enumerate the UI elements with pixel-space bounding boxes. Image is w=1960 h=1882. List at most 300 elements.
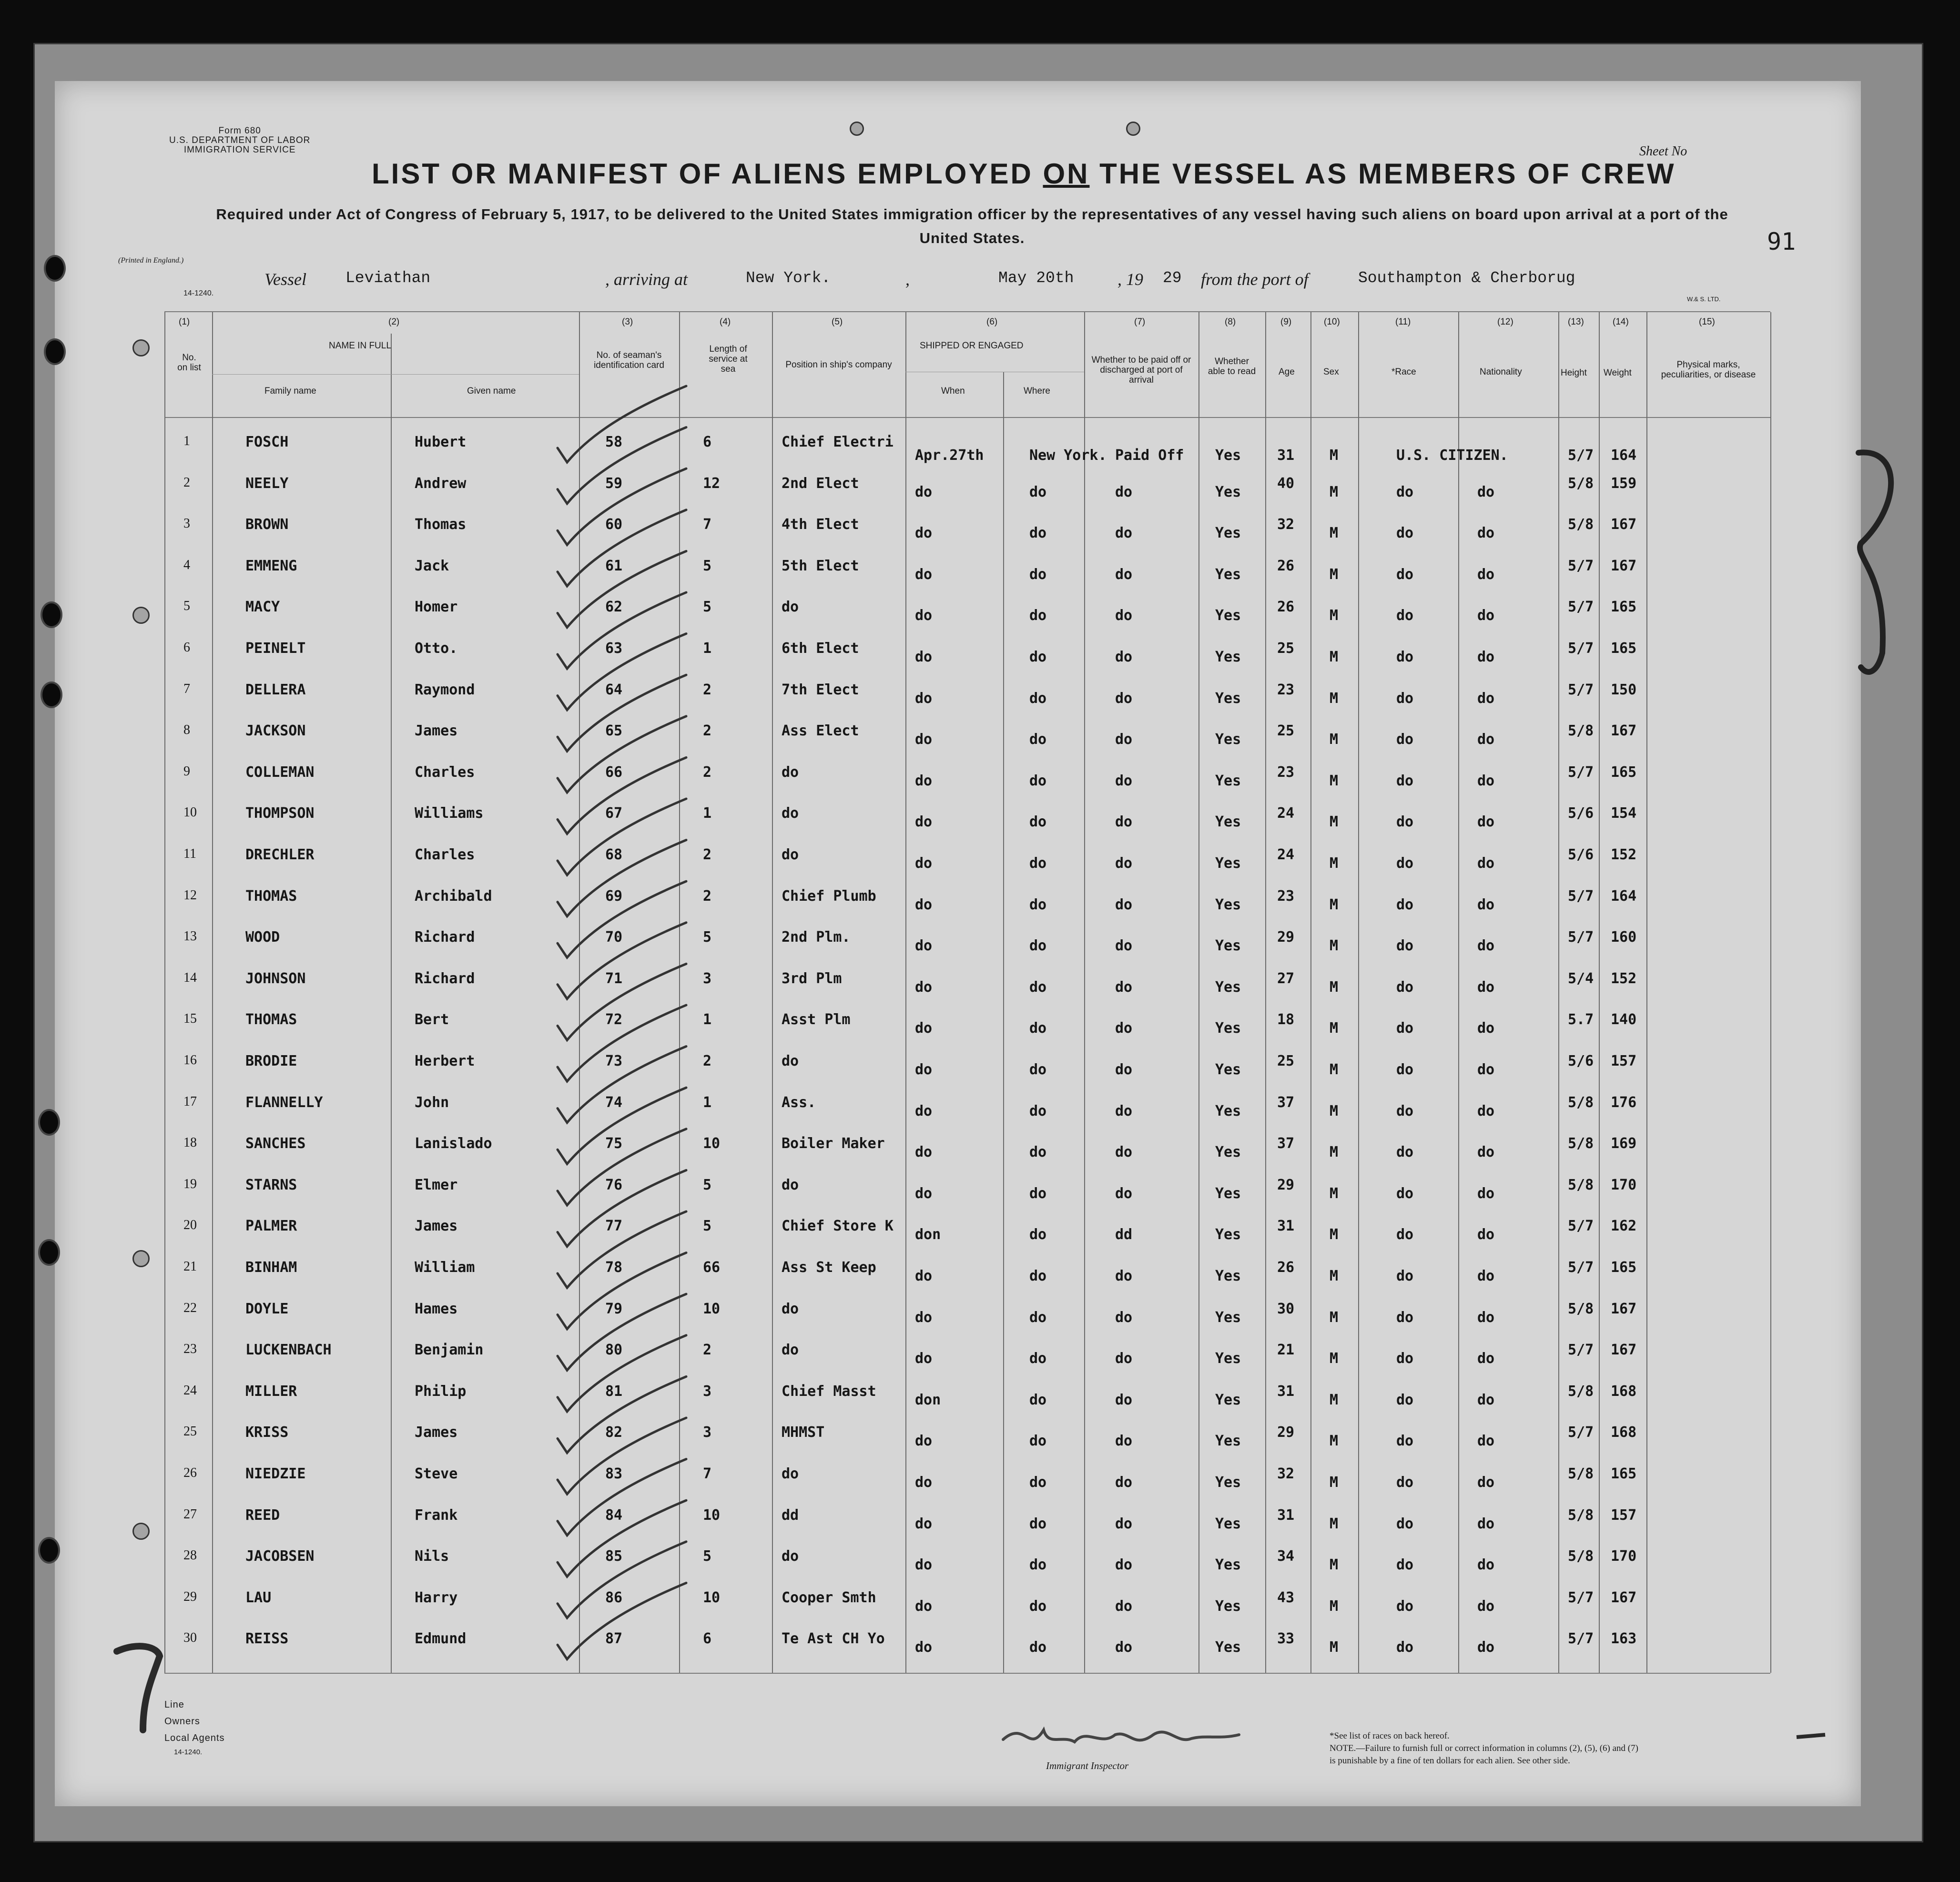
cell-family: THOMAS [245,887,297,905]
footer-agents-label: Local Agents [164,1733,225,1743]
col-num: (4) [720,317,731,327]
cell-sex: M [1330,649,1339,665]
punch-hole [850,122,864,136]
cell-family: FLANNELLY [245,1094,323,1111]
cell-given: Lanislado [415,1135,492,1152]
cell-when: do [915,525,933,542]
cell-sex: M [1330,1391,1339,1408]
cell-position: Te Ast CH Yo [782,1630,885,1648]
cell-no: 23 [183,1342,197,1357]
cell-when: do [915,566,933,583]
cell-sex: M [1330,525,1339,542]
cell-position: MHMST [782,1424,825,1441]
cell-position: Cooper Smth [782,1589,876,1606]
cell-nationality: do [1477,896,1495,913]
cell-weight: 167 [1611,722,1637,740]
cell-weight: 165 [1611,599,1637,616]
cell-position: do [782,599,799,616]
cell-paid: do [1115,525,1133,542]
cell-height: 5/7 [1568,1342,1594,1359]
cell-nationality: do [1477,1350,1495,1367]
cell-paid: do [1115,690,1133,707]
cell-family: REED [245,1506,280,1524]
cell-sex: M [1330,1350,1339,1367]
cell-height: 5/6 [1568,1053,1594,1069]
cell-length: 5 [703,1548,712,1565]
cell-age: 37 [1277,1135,1295,1152]
cell-sex: M [1330,1433,1339,1450]
cell-given: Thomas [415,516,467,533]
punch-hole [132,1250,150,1267]
cell-length: 10 [703,1589,721,1606]
col-num: (8) [1225,317,1236,327]
cell-race: do [1396,1268,1414,1284]
cell-length: 10 [703,1506,721,1524]
cell-age: 18 [1277,1011,1295,1028]
col-num: (14) [1613,317,1629,327]
cell-length: 1 [703,805,712,822]
cell-when: don [915,1391,941,1408]
cell-height: 5/8 [1568,1135,1594,1152]
cell-race: do [1396,1639,1414,1656]
grid-line [1646,312,1647,1673]
cell-paid: do [1115,1556,1133,1574]
cell-age: 34 [1277,1548,1295,1565]
cell-card: 83 [605,1465,623,1482]
cell-card: 61 [605,557,623,574]
cell-given: Benjamin [415,1342,484,1359]
col-num: (6) [986,317,998,327]
cell-card: 67 [605,805,623,822]
cell-given: Jack [415,557,449,574]
cell-nationality: do [1477,1556,1495,1574]
cell-family: LAU [245,1589,272,1606]
binding-hole [44,338,66,365]
cell-age: 24 [1277,846,1295,863]
printed-in-note: (Printed in England.) [118,256,184,264]
cell-age: 33 [1277,1630,1295,1648]
cell-where: do [1029,566,1047,583]
cell-paid: do [1115,814,1133,831]
cell-weight: 167 [1611,1300,1637,1317]
cell-sex: M [1330,1515,1339,1532]
cell-card: 58 [605,434,623,450]
cell-sex: M [1330,1102,1339,1119]
cell-card: 71 [605,970,623,987]
cell-when: do [915,607,933,624]
header-name-in-full: NAME IN FULL [329,341,391,351]
cell-position: 2nd Elect [782,475,859,492]
cell-card: 82 [605,1424,623,1441]
cell-sex: M [1330,1020,1339,1037]
header-height: Height [1561,368,1587,378]
cell-weight: 140 [1611,1011,1637,1028]
cell-nationality: do [1477,855,1495,872]
cell-paid: do [1115,1474,1133,1491]
binding-hole [38,1109,60,1136]
cell-race: do [1396,978,1414,996]
arriving-port: New York. [746,269,831,287]
cell-read: Yes [1215,1020,1241,1037]
cell-read: Yes [1215,1556,1241,1574]
cell-height: 5.7 [1568,1011,1594,1028]
cell-where: do [1029,978,1047,996]
cell-age: 31 [1277,1506,1295,1524]
cell-length: 1 [703,640,712,657]
cell-where: do [1029,1639,1047,1656]
note-failure: NOTE.—Failure to furnish full or correct information in columns (2), (5), (6) and (7) [1330,1743,1638,1753]
grid-line [212,312,213,1673]
cell-where: do [1029,1144,1047,1161]
cell-height: 5/7 [1568,557,1594,574]
cell-nationality: do [1477,1515,1495,1532]
cell-card: 62 [605,599,623,616]
cell-given: Richard [415,929,475,946]
cell-given: Archibald [415,887,492,905]
cell-paid: do [1115,1433,1133,1450]
cell-given: Herbert [415,1053,475,1069]
cell-nationality: do [1477,1309,1495,1326]
cell-given: Harry [415,1589,458,1606]
form-info [169,126,310,155]
cell-family: LUCKENBACH [245,1342,332,1359]
cell-no: 6 [183,640,190,655]
cell-when: do [915,814,933,831]
col-num: (11) [1395,317,1411,327]
punch-hole [132,607,150,624]
cell-nationality: do [1477,649,1495,665]
cell-card: 63 [605,640,623,657]
cell-age: 43 [1277,1589,1295,1606]
binding-hole [38,1239,60,1266]
cell-weight: 168 [1611,1383,1637,1400]
cell-age: 26 [1277,557,1295,574]
cell-race: do [1396,1226,1414,1243]
cell-paid: do [1115,649,1133,665]
cell-race: do [1396,1185,1414,1202]
cell-where: do [1029,1391,1047,1408]
grid-line [164,417,1770,418]
cell-read: Yes [1215,1433,1241,1450]
vessel-line [264,269,1789,298]
cell-position: Chief Masst [782,1383,876,1400]
cell-given: John [415,1094,449,1111]
cell-card: 81 [605,1383,623,1400]
col-num: (13) [1568,317,1584,327]
cell-nationality: do [1477,937,1495,955]
cell-race: do [1396,690,1414,707]
cell-sex: M [1330,1639,1339,1656]
cell-weight: 170 [1611,1176,1637,1193]
header-shipped: SHIPPED OR ENGAGED [920,341,1024,351]
from-port-label: from the port of [1201,270,1309,289]
cell-nationality: do [1477,1102,1495,1119]
cell-family: BINHAM [245,1259,297,1276]
cell-age: 32 [1277,516,1295,533]
cell-when: do [915,1268,933,1284]
cell-height: 5/6 [1568,805,1594,822]
cell-race: do [1396,1597,1414,1615]
cell-where: do [1029,1102,1047,1119]
cell-no: 21 [183,1259,197,1274]
cell-sex: M [1330,447,1339,464]
cell-card: 73 [605,1053,623,1069]
cell-paid: Paid Off [1115,447,1184,464]
cell-no: 25 [183,1424,197,1439]
cell-no: 19 [183,1176,197,1191]
cell-when: do [915,1309,933,1326]
cell-age: 37 [1277,1094,1295,1111]
cell-card: 69 [605,887,623,905]
cell-when: do [915,1350,933,1367]
note-fine: is punishable by a fine of ten dollars for each alien. See other side. [1330,1756,1570,1766]
cell-height: 5/7 [1568,681,1594,698]
cell-no: 30 [183,1630,197,1646]
cell-nationality: do [1477,731,1495,748]
cell-family: FOSCH [245,434,289,450]
punch-hole [132,1523,150,1540]
cell-when: do [915,1474,933,1491]
col-num: (7) [1134,317,1146,327]
header-race: *Race [1391,367,1416,377]
cell-paid: do [1115,1515,1133,1532]
cell-read: Yes [1215,1391,1241,1408]
page-number: 91 [1767,228,1796,255]
cell-age: 23 [1277,887,1295,905]
cell-position: do [782,1176,799,1193]
cell-position: 7th Elect [782,681,859,698]
cell-read: Yes [1215,690,1241,707]
header-sex: Sex [1323,367,1339,377]
cell-when: do [915,1433,933,1450]
cell-position: do [782,763,799,781]
cell-where: do [1029,1515,1047,1532]
cell-card: 77 [605,1218,623,1235]
cell-position: 2nd Plm. [782,929,851,946]
form-code: 14-1240. [183,289,214,297]
cell-age: 29 [1277,929,1295,946]
cell-sex: M [1330,1309,1339,1326]
cell-where: do [1029,772,1047,789]
vessel-name: Leviathan [345,269,431,287]
grid-line [1198,312,1199,1673]
cell-where: do [1029,855,1047,872]
cell-no: 7 [183,681,190,696]
cell-race: do [1396,566,1414,583]
col-num: (10) [1324,317,1340,327]
header-physical-marks: Physical marks, peculiarities, or disease [1661,360,1756,380]
cell-sex: M [1330,772,1339,789]
cell-read: Yes [1215,649,1241,665]
cell-paid: do [1115,937,1133,955]
cell-family: COLLEMAN [245,763,315,781]
cell-family: JACKSON [245,722,306,740]
col-num: (2) [388,317,400,327]
cell-weight: 168 [1611,1424,1637,1441]
cell-paid: do [1115,1391,1133,1408]
cell-given: William [415,1259,475,1276]
cell-no: 28 [183,1548,197,1563]
cell-height: 5/8 [1568,722,1594,740]
header-no-on-list: No. on list [177,353,201,373]
col-num: (15) [1699,317,1715,327]
cell-weight: 176 [1611,1094,1637,1111]
cell-where: do [1029,1020,1047,1037]
header-weight: Weight [1604,368,1632,378]
cell-read: Yes [1215,607,1241,624]
cell-card: 86 [605,1589,623,1606]
cell-read: Yes [1215,1309,1241,1326]
cell-age: 23 [1277,763,1295,781]
cell-no: 16 [183,1053,197,1068]
department-name: U.S. DEPARTMENT OF LABOR [169,135,311,145]
cell-card: 70 [605,929,623,946]
cell-length: 12 [703,475,721,492]
cell-age: 31 [1277,1383,1295,1400]
cell-weight: 150 [1611,681,1637,698]
cell-when: do [915,1185,933,1202]
printer-code: W.& S. LTD. [1687,295,1721,303]
cell-when: do [915,978,933,996]
header-nationality: Nationality [1480,367,1522,377]
cell-height: 5/7 [1568,640,1594,657]
cell-age: 31 [1277,1218,1295,1235]
cell-paid: do [1115,1597,1133,1615]
grid-line [1310,312,1311,1673]
cell-where: do [1029,1474,1047,1491]
cell-weight: 167 [1611,1342,1637,1359]
cell-no: 12 [183,887,197,903]
cell-no: 29 [183,1589,197,1604]
cell-race: do [1396,937,1414,955]
cell-weight: 152 [1611,846,1637,863]
cell-height: 5/6 [1568,846,1594,863]
cell-sex: M [1330,1144,1339,1161]
from-port: Southampton & Cherborug [1358,269,1575,287]
cell-height: 5/8 [1568,516,1594,533]
cell-race: do [1396,1391,1414,1408]
cell-age: 32 [1277,1465,1295,1482]
cell-nationality: do [1477,1020,1495,1037]
cell-length: 1 [703,1094,712,1111]
cell-position: do [782,805,799,822]
cell-where: do [1029,607,1047,624]
cell-paid: do [1115,1309,1133,1326]
cell-weight: 163 [1611,1630,1637,1648]
cell-no: 20 [183,1218,197,1233]
cell-height: 5/8 [1568,1094,1594,1111]
cell-weight: 167 [1611,557,1637,574]
grid-line [1084,312,1085,1673]
cell-sex: M [1330,483,1339,500]
cell-sex: M [1330,814,1339,831]
cell-no: 2 [183,475,190,490]
cell-where: do [1029,525,1047,542]
cell-when: do [915,1061,933,1078]
cell-given: Bert [415,1011,449,1028]
cell-nationality: do [1477,1474,1495,1491]
cell-paid: do [1115,978,1133,996]
grid-line [1558,312,1559,1673]
cell-nationality: do [1477,814,1495,831]
cell-card: 66 [605,763,623,781]
cell-nationality: do [1477,1226,1495,1243]
cell-no: 5 [183,599,190,614]
cell-family: PALMER [245,1218,297,1235]
cell-read: Yes [1215,566,1241,583]
cell-sex: M [1330,731,1339,748]
cell-where: do [1029,1185,1047,1202]
cell-age: 30 [1277,1300,1295,1317]
header-where: Where [1024,386,1050,396]
cell-where: do [1029,937,1047,955]
grid-line [212,374,579,375]
cell-no: 8 [183,722,190,738]
cell-paid: do [1115,1144,1133,1161]
cell-nationality: do [1477,607,1495,624]
cell-paid: do [1115,855,1133,872]
cell-length: 2 [703,722,712,740]
cell-length: 5 [703,929,712,946]
cell-when: do [915,1556,933,1574]
cell-weight: 157 [1611,1053,1637,1069]
title-text: THE VESSEL AS MEMBERS OF CREW [1089,158,1676,190]
cell-family: NEELY [245,475,289,492]
cell-family: STARNS [245,1176,297,1193]
cell-given: Philip [415,1383,467,1400]
cell-nationality: do [1477,772,1495,789]
cell-no: 10 [183,805,197,820]
cell-read: Yes [1215,1639,1241,1656]
cell-height: 5/7 [1568,1424,1594,1441]
cell-weight: 165 [1611,640,1637,657]
cell-when: do [915,1515,933,1532]
cell-race: do [1396,814,1414,831]
grid-line [1265,312,1266,1673]
cell-position: 6th Elect [782,640,859,657]
cell-race: do [1396,1309,1414,1326]
cell-where: do [1029,1597,1047,1615]
cell-given: Williams [415,805,484,822]
cell-paid: do [1115,1061,1133,1078]
service-name: IMMIGRATION SERVICE [183,145,296,155]
cell-card: 85 [605,1548,623,1565]
header-family-name: Family name [264,386,316,396]
cell-read: Yes [1215,1226,1241,1243]
cell-given: Andrew [415,475,467,492]
grid-line [164,1673,1770,1674]
col-num: (5) [832,317,843,327]
cell-race: do [1396,1474,1414,1491]
cell-card: 64 [605,681,623,698]
cell-length: 5 [703,1218,712,1235]
cell-where: do [1029,1226,1047,1243]
cell-when: do [915,1597,933,1615]
cell-race: do [1396,1102,1414,1119]
cell-when: don [915,1226,941,1243]
page-title [372,157,1676,190]
note-races: *See list of races on back hereof. [1330,1731,1450,1741]
cell-length: 2 [703,763,712,781]
cell-no: 11 [183,846,196,861]
cell-where: do [1029,1556,1047,1574]
grid-line [1358,312,1359,1673]
cell-race: do [1396,855,1414,872]
cell-read: Yes [1215,1597,1241,1615]
cell-read: Yes [1215,1102,1241,1119]
cell-when: do [915,690,933,707]
cell-weight: 167 [1611,516,1637,533]
